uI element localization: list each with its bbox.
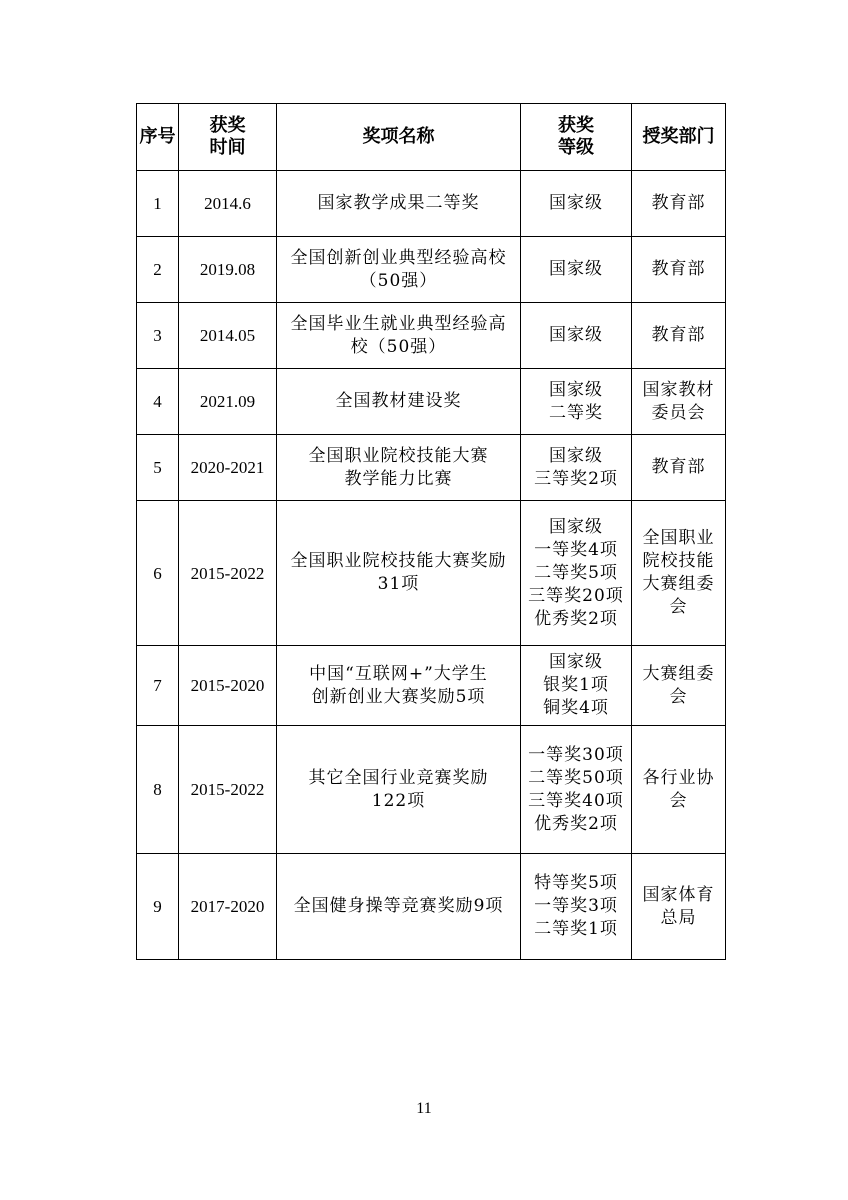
- cell-award-level: [521, 854, 632, 960]
- cell-award-level-line: 国家级: [549, 445, 603, 466]
- cell-award-level: [521, 646, 632, 726]
- cell-award-name: [277, 435, 521, 501]
- cell-award-level: [521, 171, 632, 237]
- cell-department-line: 大赛组委: [642, 663, 715, 684]
- cell-award-level-line: 国家级: [549, 325, 603, 345]
- table-row: [137, 726, 726, 854]
- cell-award-name-line: 全国毕业生就业典型经验高: [290, 313, 507, 334]
- cell-department: [632, 435, 726, 501]
- cell-department-line: 会: [669, 790, 688, 811]
- cell-department-line: 会: [669, 597, 688, 617]
- cell-award-level-line: 二等奖50项: [528, 767, 624, 788]
- cell-award-level-line: 国家级: [549, 652, 603, 672]
- page-number: 11: [416, 1100, 432, 1117]
- cell-award-level: [521, 369, 632, 435]
- cell-department-line: 大赛组委: [642, 574, 715, 594]
- header-time: [179, 104, 277, 171]
- cell-award-name: [277, 646, 521, 726]
- cell-department-line: 委员会: [651, 402, 706, 423]
- cell-award-level-line: 银奖1项: [543, 675, 609, 695]
- awards-table: [136, 103, 726, 960]
- cell-award-level-line: 二等奖: [549, 402, 603, 423]
- cell-award-level-line: 二等奖1项: [534, 919, 618, 939]
- table-row: [137, 171, 726, 237]
- cell-award-level-line: 三等奖2项: [534, 468, 618, 489]
- cell-time: 2019.08: [179, 237, 277, 303]
- cell-department-line: 国家教材: [642, 379, 715, 400]
- cell-index: 3: [137, 303, 179, 369]
- cell-award-name-line: 其它全国行业竞赛奖励: [308, 767, 489, 788]
- table-row: [137, 237, 726, 303]
- cell-award-name-line: 全国职业院校技能大赛: [308, 445, 489, 466]
- cell-index: 4: [137, 369, 179, 435]
- header-level-line: 获奖: [558, 115, 594, 136]
- cell-award-name: [277, 501, 521, 646]
- table-row: [137, 303, 726, 369]
- cell-award-name-line: 全国职业院校技能大赛奖励: [290, 551, 507, 571]
- cell-award-name: [277, 854, 521, 960]
- cell-award-level-line: 优秀奖2项: [534, 608, 618, 629]
- cell-award-level-line: 一等奖4项: [534, 539, 618, 560]
- cell-award-name: [277, 303, 521, 369]
- table-row: [137, 435, 726, 501]
- cell-department: [632, 237, 726, 303]
- cell-award-level: [521, 237, 632, 303]
- cell-award-name-line: 国家教学成果二等奖: [317, 193, 480, 213]
- cell-time: 2015-2022: [179, 726, 277, 854]
- cell-time: 2021.09: [179, 369, 277, 435]
- header-level-line: 等级: [558, 137, 594, 158]
- cell-index: 2: [137, 237, 179, 303]
- cell-index: 1: [137, 171, 179, 237]
- cell-award-name: [277, 369, 521, 435]
- cell-index: 8: [137, 726, 179, 854]
- cell-award-name: [277, 171, 521, 237]
- cell-award-level: [521, 435, 632, 501]
- cell-award-name-line: 全国创新创业典型经验高校: [290, 247, 507, 268]
- cell-time: 2017-2020: [179, 854, 277, 960]
- cell-award-name: [277, 726, 521, 854]
- cell-department-line: 国家体育: [642, 884, 715, 905]
- table-body: [137, 171, 726, 960]
- cell-department-line: 教育部: [651, 259, 706, 279]
- header-time-line: 时间: [209, 137, 246, 158]
- cell-department: [632, 369, 726, 435]
- cell-department: [632, 501, 726, 646]
- table-row: [137, 646, 726, 726]
- cell-time: 2014.05: [179, 303, 277, 369]
- cell-time: 2015-2020: [179, 646, 277, 726]
- cell-department-line: 教育部: [651, 325, 706, 345]
- cell-award-level-line: 国家级: [549, 259, 603, 279]
- cell-department: [632, 171, 726, 237]
- cell-index: 5: [137, 435, 179, 501]
- cell-index: 6: [137, 501, 179, 646]
- cell-department-line: 会: [669, 686, 688, 707]
- cell-department-line: 各行业协: [642, 767, 715, 788]
- header-level: [521, 104, 632, 171]
- cell-department: [632, 854, 726, 960]
- cell-award-level-line: 铜奖4项: [543, 698, 609, 718]
- cell-department-line: 教育部: [651, 193, 706, 213]
- cell-award-level-line: 二等奖5项: [534, 562, 618, 583]
- cell-department: [632, 646, 726, 726]
- cell-award-level: [521, 303, 632, 369]
- cell-award-name: [277, 237, 521, 303]
- table-row: [137, 854, 726, 960]
- cell-time: 2014.6: [179, 171, 277, 237]
- cell-award-level-line: 国家级: [549, 193, 603, 213]
- header-index: 序号: [137, 104, 179, 171]
- cell-index: 9: [137, 854, 179, 960]
- cell-award-name-line: 教学能力比赛: [344, 468, 453, 489]
- cell-award-level-line: 一等奖30项: [528, 744, 624, 765]
- cell-award-level: [521, 501, 632, 646]
- cell-award-level-line: 特等奖5项: [534, 873, 618, 893]
- cell-department-line: 全国职业: [642, 528, 715, 548]
- cell-time: 2020-2021: [179, 435, 277, 501]
- cell-award-level-line: 国家级: [549, 379, 603, 400]
- table-row: [137, 369, 726, 435]
- cell-index: 7: [137, 646, 179, 726]
- cell-award-name-line: 全国健身操等竞赛奖励9项: [293, 896, 504, 916]
- cell-award-name-line: （50强）: [359, 270, 438, 291]
- cell-award-level-line: 优秀奖2项: [534, 813, 618, 834]
- header-name: 奖项名称: [277, 104, 521, 171]
- cell-department: [632, 726, 726, 854]
- cell-department: [632, 303, 726, 369]
- cell-award-name-line: 全国教材建设奖: [335, 391, 462, 411]
- cell-award-level-line: 三等奖20项: [528, 585, 624, 606]
- cell-department-line: 总局: [660, 907, 697, 928]
- header-department: 授奖部门: [632, 104, 726, 171]
- cell-award-name-line: 31项: [377, 574, 420, 594]
- cell-award-level-line: 三等奖40项: [528, 790, 624, 811]
- table-row: [137, 501, 726, 646]
- cell-department-line: 教育部: [651, 457, 706, 477]
- cell-time: 2015-2022: [179, 501, 277, 646]
- cell-award-level: [521, 726, 632, 854]
- cell-award-level-line: 一等奖3项: [534, 896, 618, 916]
- header-time-line: 获奖: [209, 115, 246, 136]
- cell-award-level-line: 国家级: [549, 516, 603, 537]
- cell-award-name-line: 校（50强）: [350, 336, 447, 357]
- cell-award-name-line: 中国“互联网+”大学生: [309, 663, 488, 684]
- cell-department-line: 院校技能: [642, 551, 715, 571]
- header-row: [137, 104, 726, 171]
- cell-award-name-line: 创新创业大赛奖励5项: [311, 686, 486, 707]
- cell-award-name-line: 122项: [371, 790, 426, 811]
